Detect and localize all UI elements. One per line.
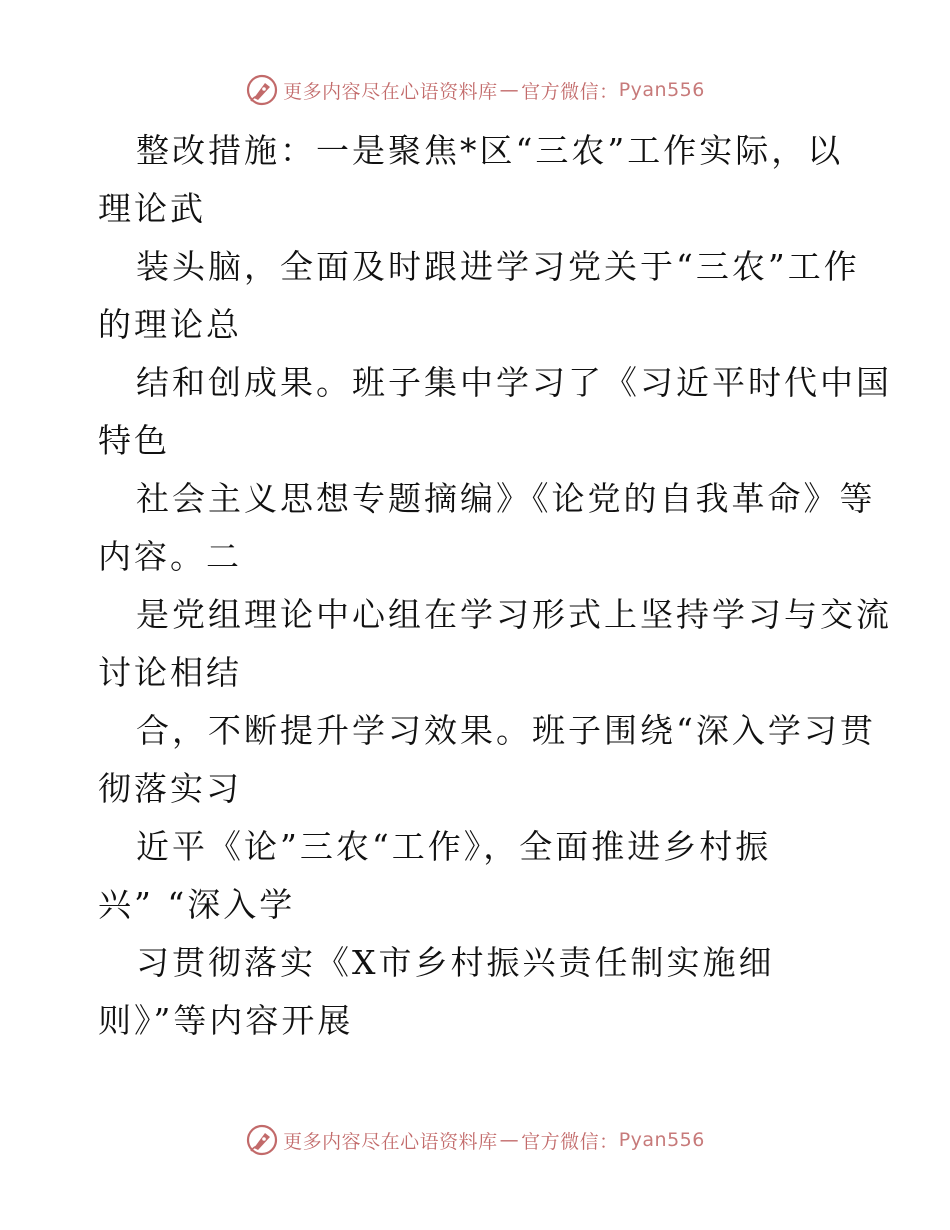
text-line: 整改措施：一是聚焦*区“三农”工作实际，以 <box>136 131 844 170</box>
text-line: 兴” “深入学 <box>98 885 296 924</box>
watermark-wechat-label: 官方微信： <box>521 1130 619 1153</box>
watermark-text: 更多内容尽在心语资料库 <box>283 1130 498 1153</box>
text-line: 的理论总 <box>98 305 242 344</box>
footer-watermark <box>0 1120 950 1160</box>
watermark-wechat-id: Pyan556 <box>618 1129 705 1151</box>
text-line: 合，不断提升学习效果。班子围绕“深入学习贯 <box>136 711 876 750</box>
watermark-wechat-label: 官方微信： <box>521 80 619 103</box>
text-line: 彻落实习 <box>98 769 242 808</box>
watermark-separator: — <box>499 79 520 101</box>
text-line: 内容。二 <box>98 537 242 576</box>
text-line: 社会主义思想专题摘编》《论党的自我革命》等 <box>136 479 876 518</box>
header-watermark <box>0 70 950 110</box>
text-line: 特色 <box>98 421 170 460</box>
pen-nib-logo-icon <box>245 73 279 107</box>
text-line: 理论武 <box>98 189 206 228</box>
text-line: 装头脑，全面及时跟进学习党关于“三农”工作 <box>136 247 860 286</box>
text-line: 讨论相结 <box>98 653 242 692</box>
text-line: 则》”等内容开展 <box>98 1001 354 1040</box>
document-body <box>98 122 892 1050</box>
pen-nib-logo-icon <box>245 1123 279 1157</box>
text-line: 近平《论”三农“工作》，全面推进乡村振 <box>136 827 772 866</box>
text-line: 习贯彻落实《X市乡村振兴责任制实施细 <box>136 943 775 982</box>
text-line: 是党组理论中心组在学习形式上坚持学习与交流 <box>136 595 892 634</box>
watermark-text: 更多内容尽在心语资料库 <box>283 80 498 103</box>
text-line: 结和创成果。班子集中学习了《习近平时代中国 <box>136 363 892 402</box>
watermark-wechat-id: Pyan556 <box>618 79 705 101</box>
watermark-separator: — <box>499 1129 520 1151</box>
